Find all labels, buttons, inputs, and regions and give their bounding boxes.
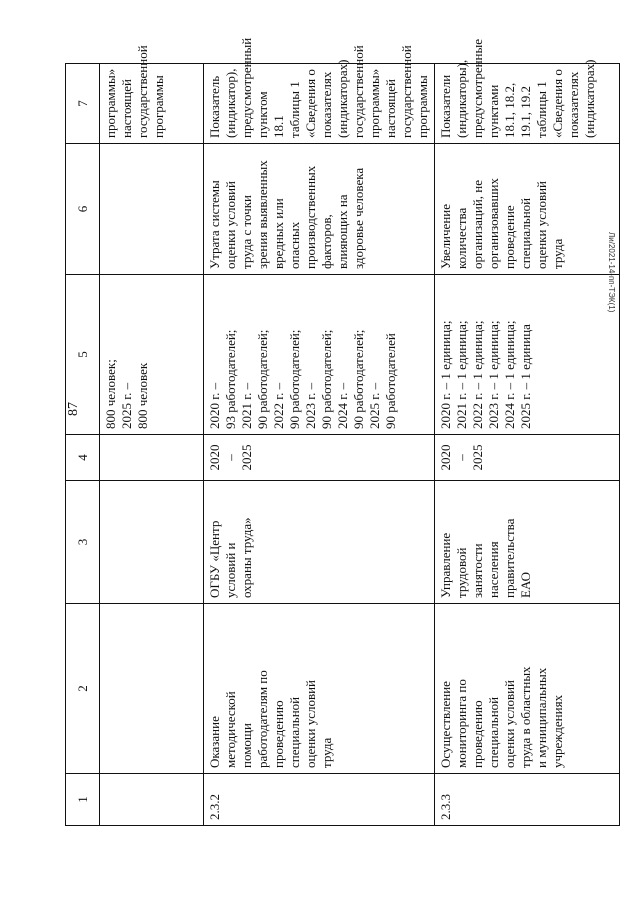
result-cell: 2020 г. – 93 работодателей; 2021 г. – 90 работодателей; 2022 г. – 90 работодателей; 2023 г. – 90 работодателей; 2024 г. – 90 работодателей; 2025 г. – 90 работодателей: [204, 275, 435, 435]
table-row: [435, 64, 620, 826]
indicator-cell: Показатель (индикатор), предусмотренный пунктом 18.1 таблицы 1 «Сведения о показателях (индикаторах) государственной программы» настоящей государственной программы: [204, 64, 435, 144]
executor-cell: ОГБУ «Центр условий и охраны труда»: [204, 481, 435, 604]
page-number-text: 87: [66, 402, 81, 416]
activity-cell: [100, 604, 204, 774]
side-mark: Ли/2021-14-пп-ТЭК(1): [607, 232, 616, 313]
program-table: [65, 37, 620, 826]
header-cell: 3: [66, 481, 100, 604]
row-number-cell: 2.3.3: [435, 774, 620, 826]
consequence-cell: Утрата системы оценки условий труда с точки зрения выявленных вредных или опасных производственных факторов, влияющих на здоровье человека: [204, 144, 435, 275]
consequence-cell: [100, 144, 204, 275]
activity-cell: Осуществление мониторинга по проведению специальной оценки условий труда в областных и муниципальных учреждениях: [435, 604, 620, 774]
header-cell: 4: [66, 435, 100, 481]
header-cell: 6: [66, 144, 100, 275]
result-cell: 2020 г. – 1 единица; 2021 г. – 1 единица; 2022 г. – 1 единица; 2023 г. – 1 единица; 2024 г. – 1 единица; 2025 г. – 1 единица: [435, 275, 620, 435]
header-cell: 1: [66, 774, 100, 826]
indicator-cell: Показатели (индикаторы), предусмотренные пунктами 18.1, 18.2, 19.1, 19.2 таблицы 1 «Сведения о показателях (индикаторах): [435, 64, 620, 144]
indicator-cell: программы» настоящей государственной программы: [100, 64, 204, 144]
table-header-row: [66, 64, 100, 826]
row-number-cell: [100, 774, 204, 826]
row-number-cell: 2.3.2: [204, 774, 435, 826]
rotated-table-container: [65, 37, 597, 826]
table-row: [204, 64, 435, 826]
period-cell: 2020 – 2025: [435, 435, 620, 481]
result-cell: 800 человек; 2025 г. – 800 человек: [100, 275, 204, 435]
executor-cell: [100, 481, 204, 604]
table-row: [100, 64, 204, 826]
header-cell: 5: [66, 275, 100, 435]
executor-cell: Управление трудовой занятости населения правительства ЕАО: [435, 481, 620, 604]
period-cell: [100, 435, 204, 481]
header-cell: 2: [66, 604, 100, 774]
period-cell: 2020 – 2025: [204, 435, 435, 481]
activity-cell: Оказание методической помощи работодателям по проведению специальной оценки условий труда: [204, 604, 435, 774]
consequence-cell: Увеличение количества организаций, не организовавших проведение специальной оценки условий труда: [435, 144, 620, 275]
header-cell: 7: [66, 64, 100, 144]
